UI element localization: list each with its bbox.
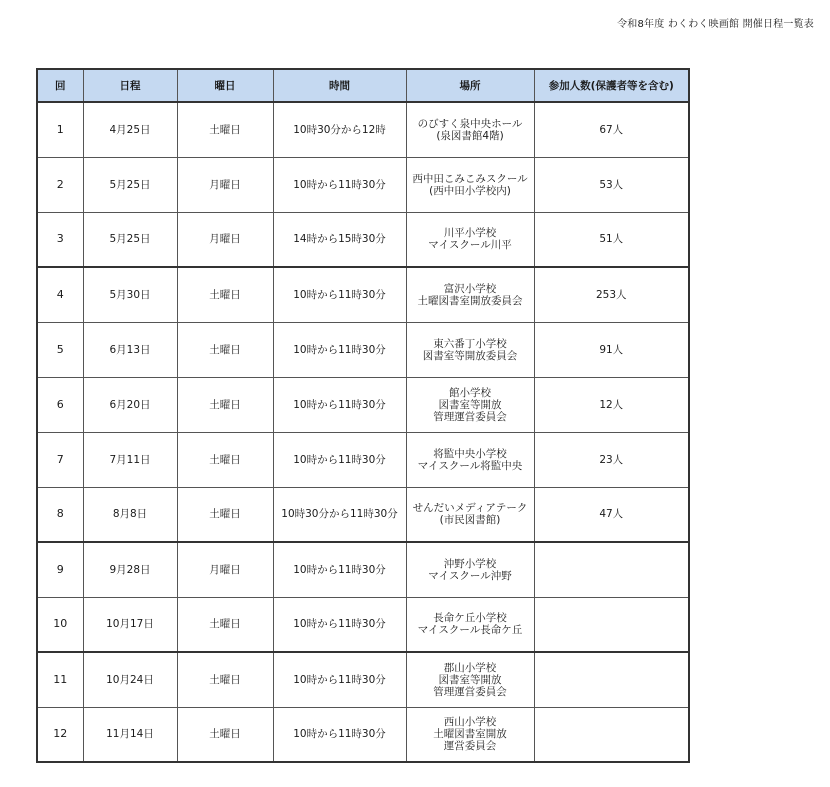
cell-no: 11 <box>37 652 83 707</box>
document-title: 令和8年度 わくわく映画館 開催日程一覧表 <box>617 19 814 30</box>
cell-place <box>406 212 534 267</box>
place-line: (市民図書館) <box>439 514 501 527</box>
cell-date: 5月30日 <box>83 267 177 322</box>
cell-time: 10時から11時30分 <box>273 652 406 707</box>
cell-place <box>406 157 534 212</box>
cell-count: 67人 <box>534 102 689 157</box>
cell-count: 253人 <box>534 267 689 322</box>
cell-date: 10月24日 <box>83 652 177 707</box>
cell-day: 土曜日 <box>177 102 273 157</box>
place-line: 郡山小学校 <box>443 661 497 674</box>
cell-count: 12人 <box>534 377 689 432</box>
header-day: 曜日 <box>177 69 273 102</box>
table-body <box>37 102 689 762</box>
place-line: 図書室等開放委員会 <box>422 349 518 362</box>
table-row <box>37 102 689 157</box>
place-line: 管理運営委員会 <box>433 410 507 423</box>
cell-place <box>406 322 534 377</box>
cell-time: 10時から11時30分 <box>273 432 406 487</box>
cell-place <box>406 652 534 707</box>
cell-count <box>534 597 689 652</box>
cell-date: 9月28日 <box>83 542 177 597</box>
header-time: 時間 <box>273 69 406 102</box>
cell-count <box>534 707 689 762</box>
cell-time: 14時から15時30分 <box>273 212 406 267</box>
place-line: 川平小学校 <box>443 227 497 240</box>
cell-date: 6月13日 <box>83 322 177 377</box>
cell-time: 10時から11時30分 <box>273 322 406 377</box>
place-line: 西山小学校 <box>443 716 497 729</box>
place-line: マイスクール将監中央 <box>417 459 523 472</box>
table-row <box>37 322 689 377</box>
cell-day: 土曜日 <box>177 322 273 377</box>
cell-day: 月曜日 <box>177 542 273 597</box>
place-line: (西中田小学校内) <box>429 184 511 197</box>
cell-time: 10時から11時30分 <box>273 542 406 597</box>
cell-time: 10時30分から12時 <box>273 102 406 157</box>
table-row <box>37 597 689 652</box>
cell-place <box>406 377 534 432</box>
place-line: 図書室等開放 <box>438 673 502 686</box>
cell-time: 10時から11時30分 <box>273 157 406 212</box>
place-line: マイスクール長命ケ丘 <box>417 624 523 637</box>
table-row <box>37 267 689 322</box>
cell-date: 11月14日 <box>83 707 177 762</box>
cell-time: 10時から11時30分 <box>273 597 406 652</box>
cell-no: 7 <box>37 432 83 487</box>
cell-no: 1 <box>37 102 83 157</box>
cell-place <box>406 432 534 487</box>
cell-count: 91人 <box>534 322 689 377</box>
cell-day: 土曜日 <box>177 707 273 762</box>
cell-place <box>406 102 534 157</box>
cell-date: 8月8日 <box>83 487 177 542</box>
table-row <box>37 707 689 762</box>
cell-no: 10 <box>37 597 83 652</box>
table-row <box>37 652 689 707</box>
table-row <box>37 212 689 267</box>
cell-time: 10時から11時30分 <box>273 707 406 762</box>
cell-day: 土曜日 <box>177 377 273 432</box>
cell-no: 2 <box>37 157 83 212</box>
cell-time: 10時から11時30分 <box>273 377 406 432</box>
place-line: (泉図書館4階) <box>436 129 504 142</box>
cell-no: 9 <box>37 542 83 597</box>
place-line: 東六番丁小学校 <box>433 337 507 350</box>
place-line: 運営委員会 <box>443 740 497 753</box>
cell-count: 53人 <box>534 157 689 212</box>
cell-date: 4月25日 <box>83 102 177 157</box>
cell-count: 47人 <box>534 487 689 542</box>
cell-day: 土曜日 <box>177 487 273 542</box>
cell-no: 3 <box>37 212 83 267</box>
place-line: 管理運営委員会 <box>433 685 507 698</box>
cell-time: 10時から11時30分 <box>273 267 406 322</box>
cell-date: 5月25日 <box>83 157 177 212</box>
table-row <box>37 377 689 432</box>
cell-day: 土曜日 <box>177 267 273 322</box>
cell-count: 51人 <box>534 212 689 267</box>
header-no: 回 <box>37 69 83 102</box>
cell-count <box>534 542 689 597</box>
place-line: 長命ケ丘小学校 <box>433 612 507 625</box>
cell-count <box>534 652 689 707</box>
table-row <box>37 157 689 212</box>
cell-no: 12 <box>37 707 83 762</box>
cell-place <box>406 597 534 652</box>
place-line: 沖野小学校 <box>443 557 497 570</box>
cell-date: 10月17日 <box>83 597 177 652</box>
cell-day: 月曜日 <box>177 212 273 267</box>
cell-place <box>406 542 534 597</box>
cell-day: 月曜日 <box>177 157 273 212</box>
place-line: のびすく泉中央ホール <box>417 117 523 130</box>
cell-day: 土曜日 <box>177 652 273 707</box>
cell-day: 土曜日 <box>177 597 273 652</box>
place-line: 館小学校 <box>449 386 491 399</box>
place-line: 土曜図書室開放 <box>433 728 507 741</box>
place-line: 図書室等開放 <box>438 398 502 411</box>
table-row <box>37 432 689 487</box>
cell-no: 5 <box>37 322 83 377</box>
header-count: 参加人数(保護者等を含む) <box>534 69 689 102</box>
place-line: 将監中央小学校 <box>433 447 507 460</box>
cell-count: 23人 <box>534 432 689 487</box>
table-row <box>37 542 689 597</box>
cell-day: 土曜日 <box>177 432 273 487</box>
place-line: 土曜図書室開放委員会 <box>417 294 523 307</box>
cell-no: 4 <box>37 267 83 322</box>
cell-no: 8 <box>37 487 83 542</box>
place-line: マイスクール沖野 <box>428 569 512 582</box>
header-place: 場所 <box>406 69 534 102</box>
cell-date: 5月25日 <box>83 212 177 267</box>
cell-date: 6月20日 <box>83 377 177 432</box>
place-line: マイスクール川平 <box>428 239 512 252</box>
place-line: 西中田こみこみスクール <box>412 172 528 185</box>
place-line: 富沢小学校 <box>443 282 497 295</box>
cell-place <box>406 707 534 762</box>
place-line: せんだいメディアテーク <box>412 502 528 515</box>
cell-time: 10時30分から11時30分 <box>273 487 406 542</box>
cell-place <box>406 487 534 542</box>
schedule-table <box>36 68 690 763</box>
cell-place <box>406 267 534 322</box>
header-date: 日程 <box>83 69 177 102</box>
table-row <box>37 487 689 542</box>
table-header <box>37 69 689 102</box>
cell-date: 7月11日 <box>83 432 177 487</box>
cell-no: 6 <box>37 377 83 432</box>
header-row <box>37 69 689 102</box>
